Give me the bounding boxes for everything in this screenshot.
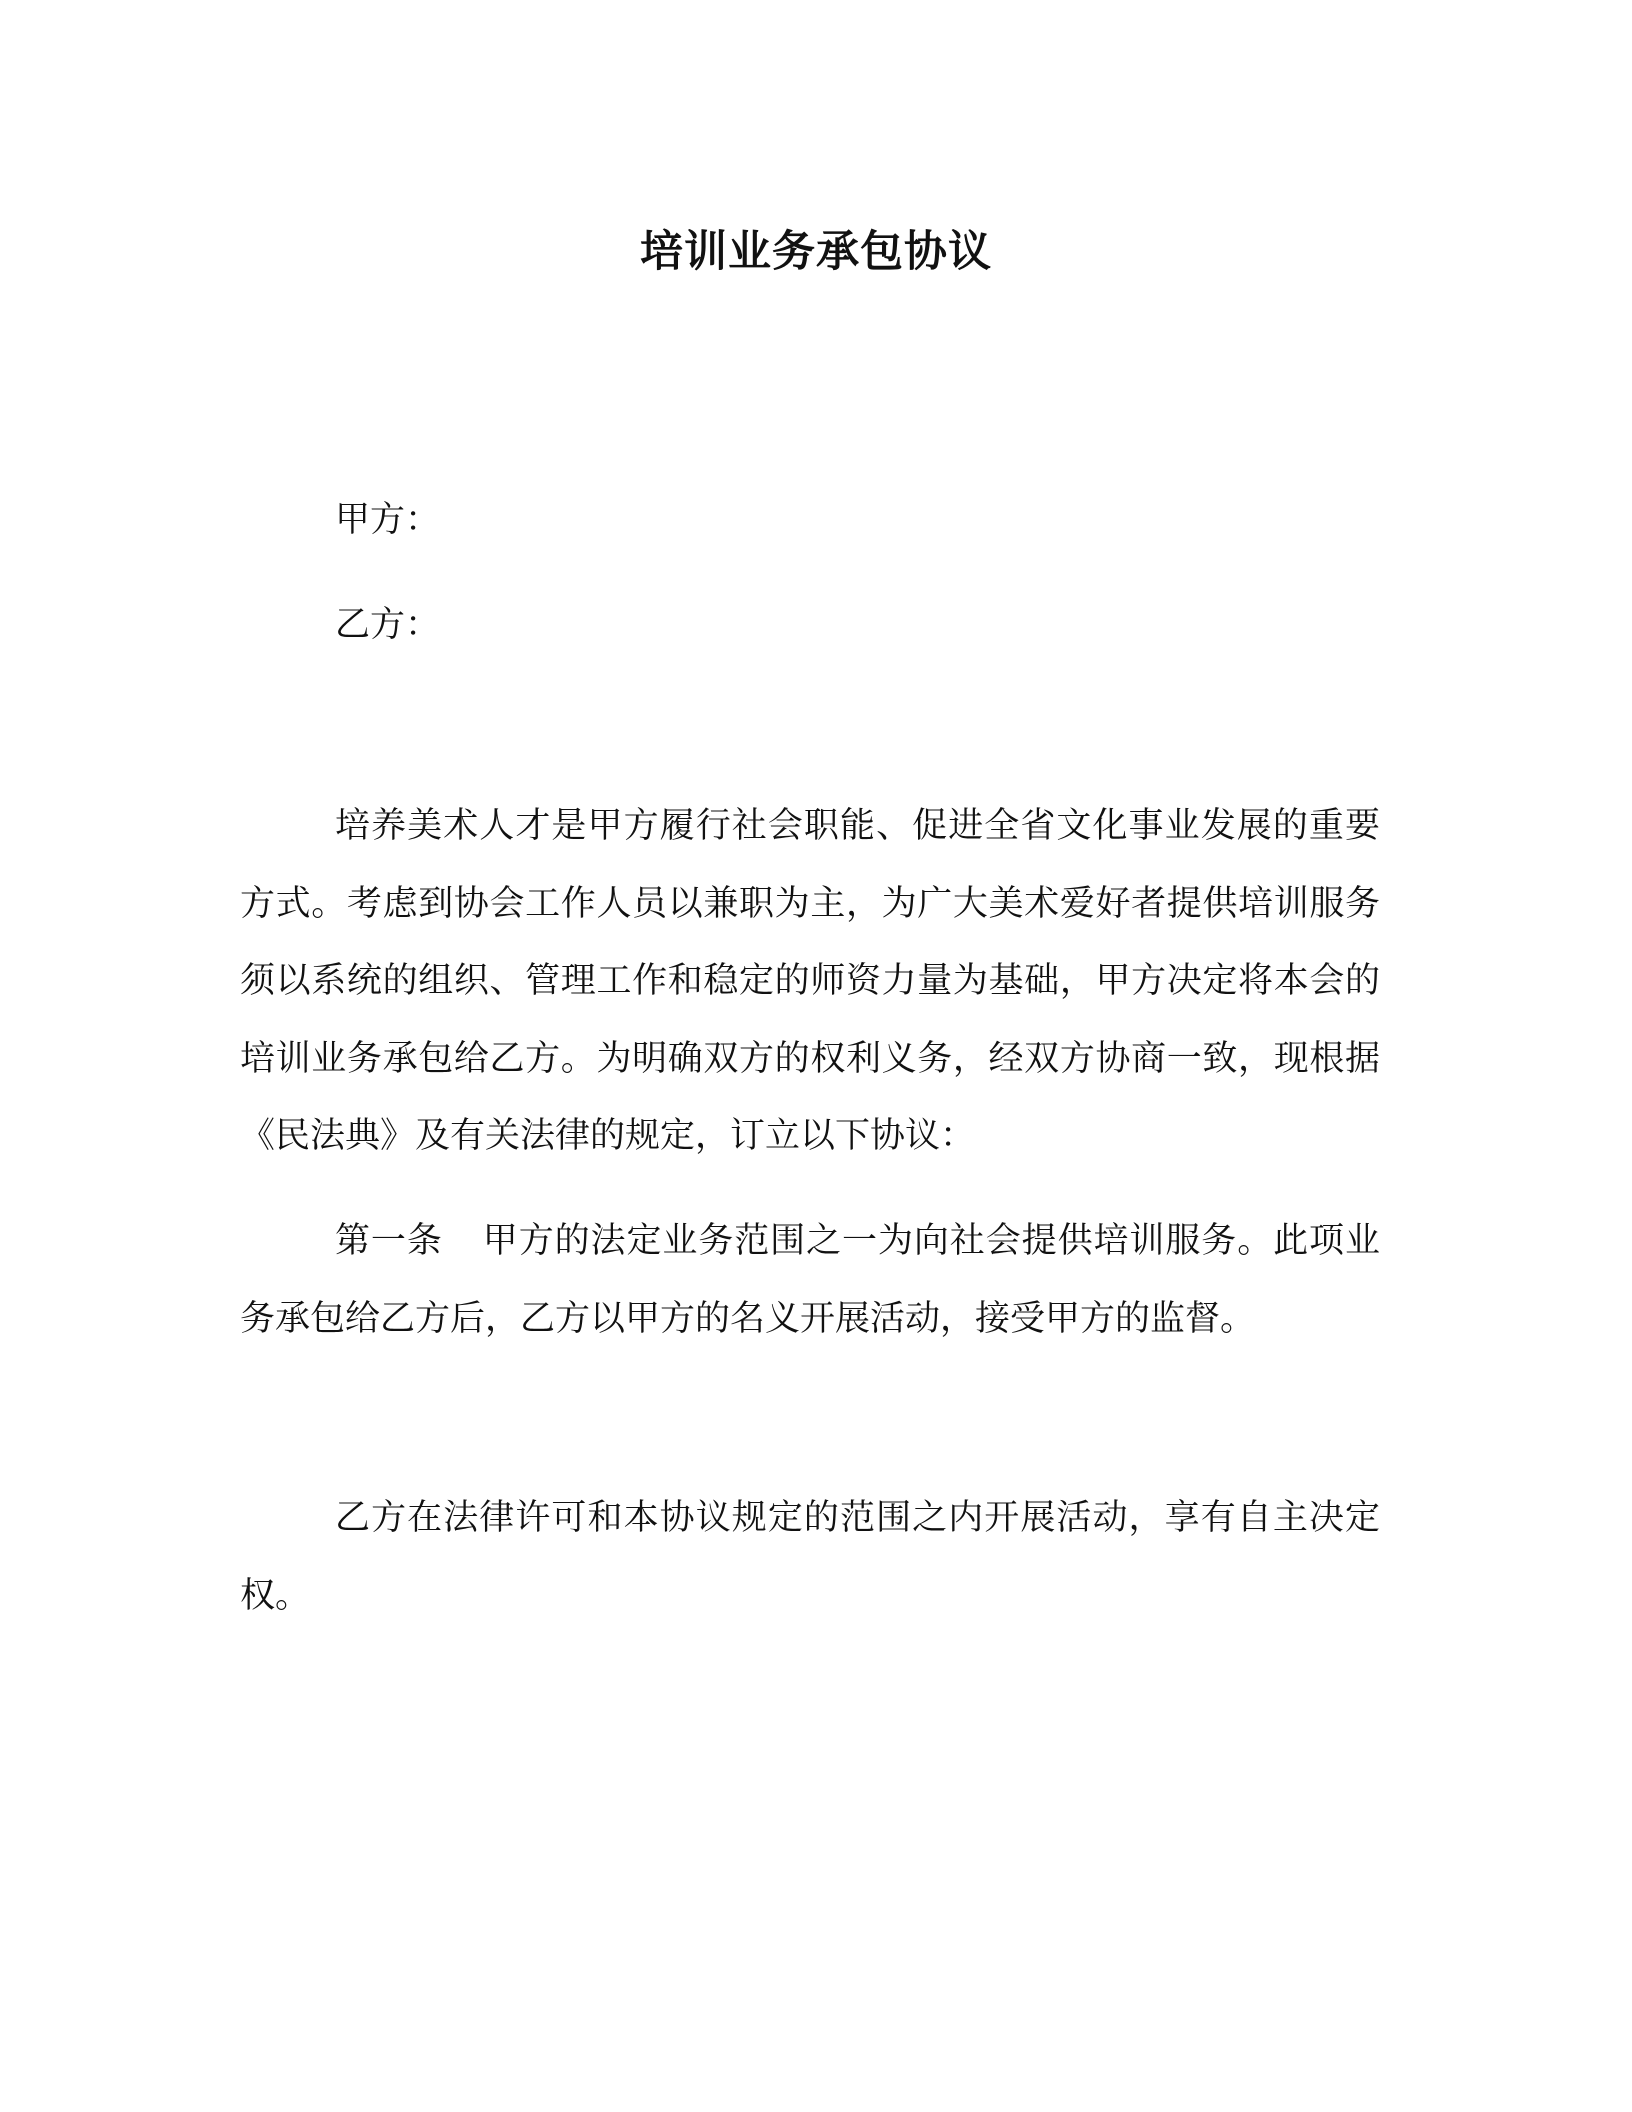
article-1-label: 第一条 [335, 1221, 443, 1261]
party-a-label: 甲方： [335, 500, 441, 540]
page-title: 培训业务承包协议 [640, 227, 992, 277]
article-1-text: 甲方的法定业务范围之一为向社会提供培训服务。此项业务承包给乙方后，乙方以甲方的名义开展活动，接受甲方的监督。 [240, 1221, 1380, 1339]
autonomy-paragraph: 乙方在法律许可和本协议规定的范围之内开展活动，享有自主决定权。 [240, 1498, 1380, 1616]
party-b-label: 乙方： [335, 605, 441, 645]
intro-paragraph: 培养美术人才是甲方履行社会职能、促进全省文化事业发展的重要方式。考虑到协会工作人员以兼职为主，为广大美术爱好者提供培训服务须以系统的组织、管理工作和稳定的师资力量为基础，甲方决定将本会的培训业务承包给乙方。为明确双方的权利义务，经双方协商一致，现根据《民法典》及有关法律的规定，订立以下协议： [240, 806, 1380, 1156]
article-1-paragraph [240, 1203, 1380, 1358]
